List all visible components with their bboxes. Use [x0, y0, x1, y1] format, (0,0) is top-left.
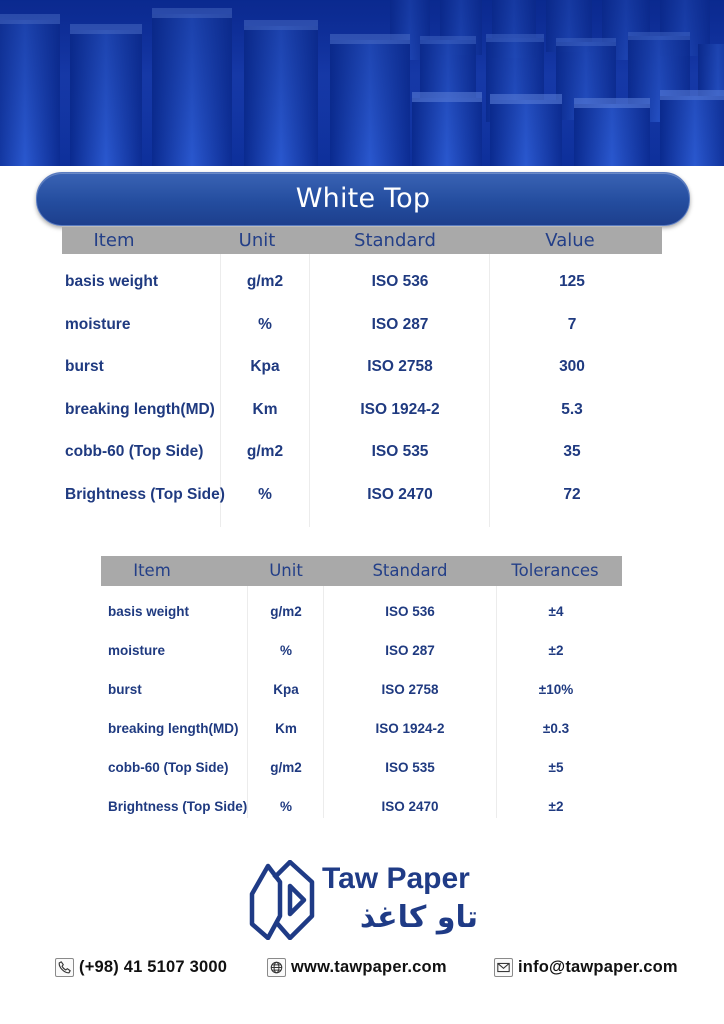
header-standard: Standard — [354, 230, 436, 251]
cell-item: breaking length(MD) — [65, 401, 215, 418]
taw-paper-logo — [246, 860, 486, 942]
cell-unit: Kpa — [250, 358, 280, 375]
cell-standard: ISO 1924-2 — [360, 401, 440, 418]
cell-standard: ISO 2470 — [367, 486, 433, 503]
table-row — [62, 358, 662, 378]
cell-tolerance: ±2 — [548, 643, 564, 658]
cell-item: moisture — [65, 316, 131, 333]
cell-unit: % — [279, 799, 292, 814]
table-row — [101, 721, 622, 739]
brand-name-en: Taw Paper — [322, 862, 470, 895]
cell-tolerance: ±10% — [538, 682, 574, 697]
cell-unit: Km — [275, 721, 297, 736]
cell-value: 72 — [563, 486, 581, 503]
spec-values-table — [62, 227, 662, 527]
cell-standard: ISO 536 — [371, 273, 429, 290]
phone-icon — [55, 958, 74, 977]
cell-value: 7 — [567, 316, 577, 333]
table-row — [62, 401, 662, 421]
cell-standard: ISO 1924-2 — [375, 721, 445, 736]
table-row — [101, 643, 622, 661]
header-item: Item — [93, 230, 135, 251]
cell-item: Brightness (Top Side) — [65, 486, 225, 503]
header-tolerances: Tolerances — [511, 561, 599, 580]
cell-unit: % — [258, 316, 272, 333]
cell-standard: ISO 287 — [371, 316, 429, 333]
table-row — [62, 273, 662, 293]
phone-number: (+98) 41 5107 3000 — [79, 957, 228, 976]
globe-icon — [267, 958, 286, 977]
cell-unit: g/m2 — [246, 273, 284, 290]
cell-standard: ISO 2758 — [381, 682, 439, 697]
email-link[interactable]: info@tawpaper.com — [518, 957, 678, 976]
cell-item: burst — [108, 682, 142, 697]
website-link[interactable]: www.tawpaper.com — [291, 957, 447, 976]
cell-tolerance: ±0.3 — [542, 721, 570, 736]
cell-item: basis weight — [65, 273, 159, 290]
table-row — [101, 760, 622, 778]
header-unit: Unit — [238, 230, 276, 251]
table-row — [101, 682, 622, 700]
cell-unit: % — [258, 486, 272, 503]
cell-item: breaking length(MD) — [108, 721, 239, 736]
contact-email — [494, 956, 678, 978]
brand-name-fa: تاو کاغذ — [359, 900, 478, 935]
table-row — [62, 316, 662, 336]
table-header — [101, 556, 622, 586]
table-row — [101, 604, 622, 622]
cell-standard: ISO 536 — [385, 604, 435, 619]
cell-tolerance: ±5 — [548, 760, 564, 775]
tolerances-table — [101, 556, 622, 818]
cell-tolerance: ±4 — [548, 604, 564, 619]
contact-website — [267, 956, 447, 978]
cell-item: Brightness (Top Side) — [108, 799, 248, 814]
cell-item: burst — [65, 358, 104, 375]
cell-item: cobb-60 (Top Side) — [108, 760, 229, 775]
cell-unit: % — [279, 643, 292, 658]
mail-icon — [494, 958, 513, 977]
cell-unit: Kpa — [273, 682, 299, 697]
cell-value: 125 — [559, 273, 585, 290]
cell-unit: Km — [252, 401, 278, 418]
header-value: Value — [545, 230, 595, 251]
cell-unit: g/m2 — [246, 443, 284, 460]
logo-mark-icon — [246, 860, 316, 940]
cell-value: 300 — [559, 358, 585, 375]
paper-rolls-illustration — [0, 0, 724, 166]
table-row — [101, 799, 622, 817]
cell-unit: g/m2 — [270, 604, 302, 619]
contact-phone — [55, 956, 227, 978]
cell-standard: ISO 535 — [371, 443, 429, 460]
cell-unit: g/m2 — [270, 760, 302, 775]
hero-image — [0, 0, 724, 166]
cell-item: cobb-60 (Top Side) — [65, 443, 204, 460]
header-standard: Standard — [372, 561, 448, 580]
header-unit: Unit — [269, 561, 303, 580]
cell-value: 5.3 — [561, 401, 583, 418]
table-row — [62, 486, 662, 506]
cell-item: basis weight — [108, 604, 190, 619]
cell-tolerance: ±2 — [548, 799, 564, 814]
cell-value: 35 — [563, 443, 581, 460]
table-header — [62, 227, 662, 254]
table-row — [62, 443, 662, 463]
cell-standard: ISO 287 — [385, 643, 435, 658]
cell-standard: ISO 2470 — [381, 799, 439, 814]
cell-standard: ISO 535 — [385, 760, 435, 775]
header-item: Item — [133, 561, 171, 580]
cell-standard: ISO 2758 — [367, 358, 433, 375]
product-title: White Top — [36, 172, 690, 226]
cell-item: moisture — [108, 643, 166, 658]
